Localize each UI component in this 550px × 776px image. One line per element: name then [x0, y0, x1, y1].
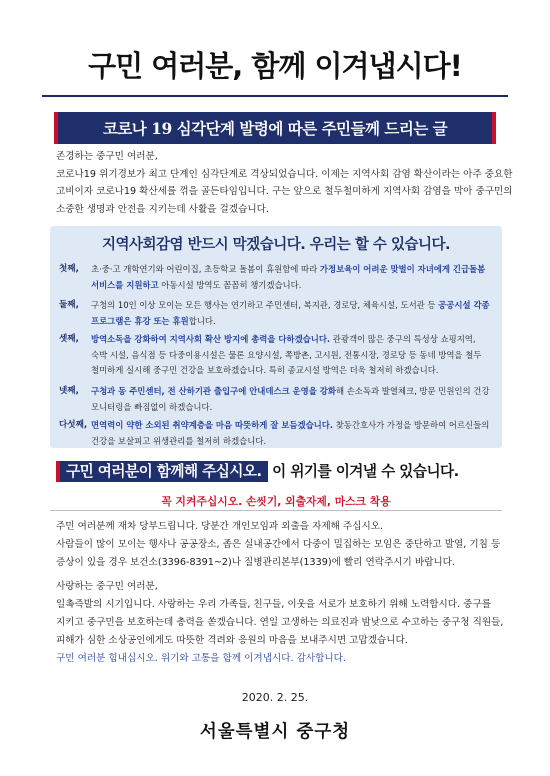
issuer-signature: 서울특별시 중구청 [199, 722, 351, 742]
subtitle-banner [54, 112, 496, 144]
measures-panel [50, 226, 502, 448]
headline-highlight: 구민 여러분이 함께해 주십시오. [56, 461, 268, 482]
closing-line: 일촉즉발의 시기입니다. 사랑하는 우리 가족들, 친구들, 이웃을 서로가 보호하기 위해 노력합시다. 중구를 [56, 599, 491, 610]
intro-paragraph [56, 148, 513, 218]
measure-item [59, 298, 491, 329]
measure-line: 구청과 동 주민센터, 전 산하기관 출입구에 안내데스크 운영을 강화해 손소독과 발열체크, 방문 민원인의 건강 [91, 386, 490, 396]
section-divider [50, 510, 502, 511]
request-line: 증상이 있을 경우 보건소(3396-8391~2)나 질병관리본부(1339)에 빨리 연락주시기 바랍니다. [56, 557, 455, 568]
closing-line: 사랑하는 중구민 여러분, [56, 581, 158, 592]
closing-line: 피해가 심한 소상공인에게도 따뜻한 격려와 응원의 마음을 보내주시면 고맙겠습니다. [56, 635, 408, 646]
closing-paragraph [56, 578, 502, 668]
measure-item [59, 418, 491, 449]
request-paragraph [56, 518, 502, 572]
measure-item [59, 332, 491, 379]
measure-line: 모니터링을 빠짐없이 하겠습니다. [91, 401, 213, 412]
measure-line: 숙박 시설, 음식점 등 다중이용시설은 물론 요양시설, 쪽방촌, 고시원, 전통시장, 경로당 등 동네 방역을 철두 [91, 349, 482, 360]
measure-item [59, 262, 491, 293]
measure-line: 초·중·고 개학연기와 어린이집, 초등학교 돌봄이 휴원함에 따라 가정보육이 어려운 맞벌이 자녀에게 긴급돌봄 [91, 264, 486, 274]
measure-number: 첫째, [59, 264, 79, 274]
together-section [50, 460, 502, 520]
headline-rest: 이 위기를 이겨낼 수 있습니다. [267, 463, 459, 480]
measure-line: 방역소독을 강화하여 지역사회 확산 방지에 총력을 다하겠습니다. 관광객이 많은 중구의 특성상 쇼핑지역, [91, 334, 476, 344]
measure-number: 셋째, [59, 334, 79, 344]
measure-number: 둘째, [59, 300, 79, 310]
measure-line: 면역력이 약한 소외된 취약계층을 마음 따뜻하게 잘 보듬겠습니다. 찾동간호사가 가정을 방문하여 어르신들의 [91, 420, 490, 430]
measure-line: 서비스를 지원하고 아동시설 방역도 꼼꼼히 챙기겠습니다. [91, 279, 302, 290]
request-line: 주민 여러분께 재차 당부드립니다. 당분간 개인모임과 외출을 자제해 주십시오. [56, 521, 384, 532]
measure-item [59, 384, 491, 415]
request-line: 사람들이 많이 모이는 행사나 공공장소, 좁은 실내공간에서 다중이 밀집하는 모임은 중단하고 발열, 기침 등 [56, 539, 501, 550]
intro-line: 소중한 생명과 안전을 지키는데 사활을 걸겠습니다. [56, 203, 269, 215]
page-title: 구민 여러분, 함께 이겨냅시다! [88, 49, 462, 83]
issue-date: 2020. 2. 25. [241, 691, 309, 704]
measure-number: 다섯째, [59, 420, 88, 430]
subtitle-text: 코로나 19 심각단계 발령에 따른 주민들께 드리는 글 [102, 119, 448, 138]
measures-title: 지역사회감염 반드시 막겠습니다. 우리는 할 수 있습니다. [102, 237, 450, 253]
closing-line: 지키고 중구민을 보호하는데 총력을 쏟겠습니다. 연일 고생하는 의료진과 밤낮으로 수고하는 중구청 직원들, [56, 617, 504, 628]
title-divider [42, 95, 508, 97]
measure-number: 넷째, [59, 386, 79, 396]
measure-line: 구청의 10인 이상 모이는 모든 행사는 연기하고 주민센터, 복지관, 경로당, 체육시설, 도서관 등 공공시설 각종 [91, 300, 490, 310]
intro-line: 고비이자 코로나19 확산세를 꺾을 골든타임입니다. 구는 앞으로 철두철미하게 지역사회 감염을 막아 중구민의 [56, 186, 513, 197]
together-headline [56, 460, 502, 481]
intro-line: 코로나19 위기경보가 최고 단계인 심각단계로 격상되었습니다. 이제는 지역사회 감염 확산이라는 아주 중요한 [56, 168, 513, 180]
closing-final-line: 구민 여러분 힘내십시오. 위기와 고통을 함께 이겨냅시다. 감사합니다. [56, 653, 346, 664]
measure-line: 건강을 보살피고 위생관리를 철저히 하겠습니다. [91, 435, 267, 446]
measure-line: 철미하게 실시해 중구민 건강을 보호하겠습니다. 특히 종교시설 방역은 더욱 철저히 하겠습니다. [91, 365, 439, 375]
measure-line: 프로그램은 휴강 또는 휴원합니다. [91, 315, 216, 326]
intro-line: 존경하는 중구민 여러분, [56, 151, 158, 162]
rules-reminder: 꼭 지켜주십시오. 손씻기, 외출자제, 마스크 착용 [161, 495, 391, 508]
